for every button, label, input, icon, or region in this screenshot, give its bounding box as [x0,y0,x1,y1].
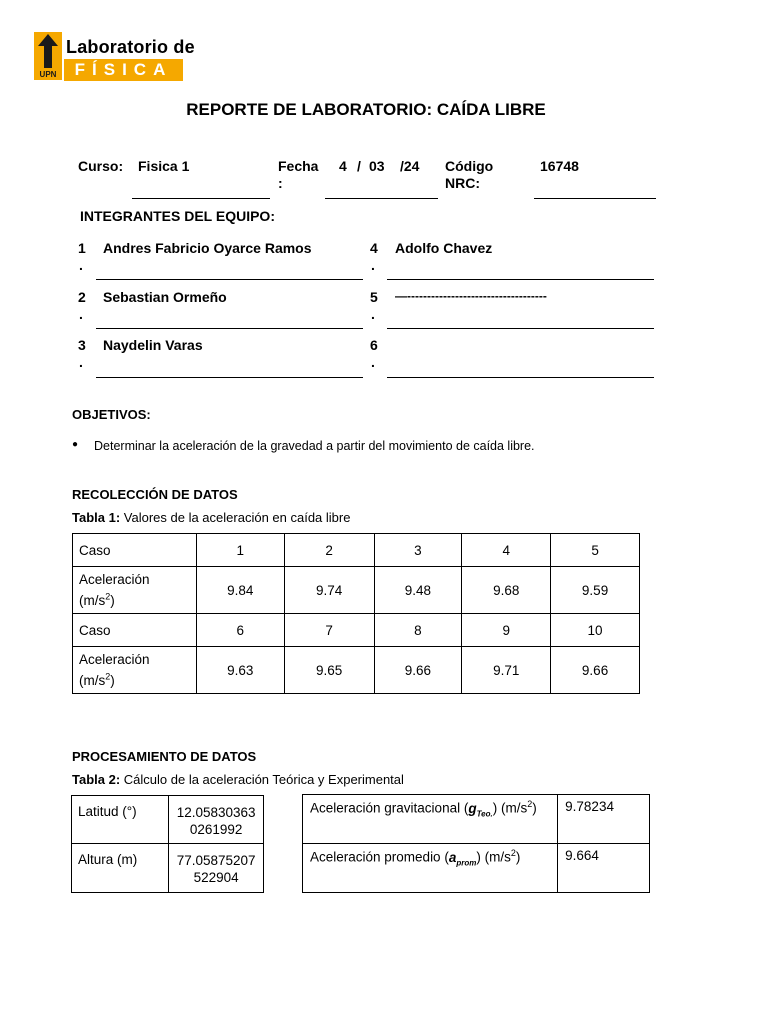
codigo-underline [534,198,656,199]
table-row [72,844,264,893]
table-row [73,534,640,567]
member-number: 4 [370,240,378,256]
curso-label: Curso: [78,158,124,174]
fecha-colon: : [278,175,283,191]
member-dot: . [371,257,375,273]
table-row [73,614,640,647]
table1-caption-text: Valores de la aceleración en caída libre [120,510,351,525]
acceleration-unit: $(m/s^2)$ [79,671,115,688]
table2-caption [72,772,404,787]
table-row [303,795,650,844]
upn-logo-icon [34,32,62,80]
member-dot: . [371,306,375,322]
objective-item: Determinar la aceleración de la gravedad a partir del movimiento de caída libre. [94,439,535,453]
team-heading: INTEGRANTES DEL EQUIPO: [80,208,275,224]
acceleration-value: 9.74 [284,567,374,614]
member-underline [96,328,363,329]
member-underline [96,279,363,280]
fecha-day: 4 [339,158,347,174]
member-number: 2 [78,289,86,305]
acceleration-value: 9.65 [284,647,374,694]
member-name: Naydelin Varas [103,337,203,353]
gravitational-acceleration-label: Aceleración gravitacional $(g_{Teo.})$ $(m/s^2)$ [303,795,558,844]
acceleration-value: 9.48 [374,567,462,614]
latitud-value: 12.05830363 0261992 [169,796,264,844]
member-underline [96,377,363,378]
fecha-month: 03 [369,158,385,174]
member-name: Adolfo Chavez [395,240,493,256]
member-dot: . [79,257,83,273]
altura-label: Altura (m) [72,844,169,893]
caso-cell: 2 [284,534,374,567]
nrc-label: NRC: [445,175,480,191]
codigo-value: 16748 [540,158,579,174]
member-dot: . [79,306,83,322]
caso-cell: 3 [374,534,462,567]
acceleration-value: 9.63 [196,647,284,694]
fecha-year: /24 [400,158,420,174]
table2-caption-label: Tabla 2: [72,772,121,787]
acceleration-value: 9.71 [462,647,551,694]
member-name: —----------------------------------- [395,289,547,303]
member-dot: . [371,354,375,370]
member-underline [387,279,654,280]
acceleration-table [302,794,650,893]
logo-title: Laboratorio de [66,37,195,57]
member-number: 5 [370,289,378,305]
member-dot: . [79,354,83,370]
fecha-separator: / [357,158,361,174]
fecha-label: Fecha [278,158,319,174]
table2-caption-text: Cálculo de la aceleración Teórica y Experimental [120,772,404,787]
table-row [73,567,640,614]
table-row [303,844,650,893]
acceleration-label [73,567,197,614]
table-row [72,796,264,844]
caso-cell: 8 [374,614,462,647]
collection-heading: RECOLECCIÓN DE DATOS [72,487,238,502]
member-name: Andres Fabricio Oyarce Ramos [103,240,312,256]
average-acceleration-label: Aceleración promedio $(a_{prom})$ $(m/s^2)$ [303,844,558,893]
acceleration-value: 9.66 [374,647,462,694]
member-number: 3 [78,337,86,353]
member-number: 6 [370,337,378,353]
objectives-heading: OBJETIVOS: [72,407,151,422]
caso-cell: 6 [196,614,284,647]
average-acceleration-value: 9.664 [558,844,650,893]
acceleration-value: 9.59 [551,567,640,614]
caso-cell: 4 [462,534,551,567]
table1-caption [72,510,350,525]
altura-value: 77.05875207 522904 [169,844,264,893]
acceleration-value: 9.68 [462,567,551,614]
caso-cell: 10 [551,614,640,647]
caso-cell: 9 [462,614,551,647]
member-underline [387,377,654,378]
acceleration-label-text: Aceleración [79,652,150,668]
member-underline [387,328,654,329]
caso-label: Caso [73,534,197,567]
page-title: REPORTE DE LABORATORIO: CAÍDA LIBRE [186,100,546,119]
gravitational-acceleration-value: 9.78234 [558,795,650,844]
member-number: 1 [78,240,86,256]
curso-value: Fisica 1 [138,158,190,174]
acceleration-unit: $(m/s^2)$ [79,591,115,608]
member-name: Sebastian Ormeño [103,289,227,305]
caso-cell: 1 [196,534,284,567]
svg-text:UPN: UPN [39,70,57,79]
location-table [71,795,264,893]
acceleration-label [73,647,197,694]
logo-subtitle: FÍSICA [74,60,173,79]
acceleration-label-text: Aceleración [79,572,150,588]
caso-cell: 5 [551,534,640,567]
caso-cell: 7 [284,614,374,647]
acceleration-value: 9.66 [551,647,640,694]
processing-heading: PROCESAMIENTO DE DATOS [72,749,257,764]
data-table-1 [72,533,640,694]
codigo-label: Código [445,158,494,174]
caso-label: Caso [73,614,197,647]
table1-caption-label: Tabla 1: [72,510,121,525]
fecha-underline [325,198,438,199]
acceleration-value: 9.84 [196,567,284,614]
latitud-label: Latitud (°) [72,796,169,844]
curso-underline [132,198,270,199]
bullet-icon: ● [72,439,79,450]
table-row [73,647,640,694]
